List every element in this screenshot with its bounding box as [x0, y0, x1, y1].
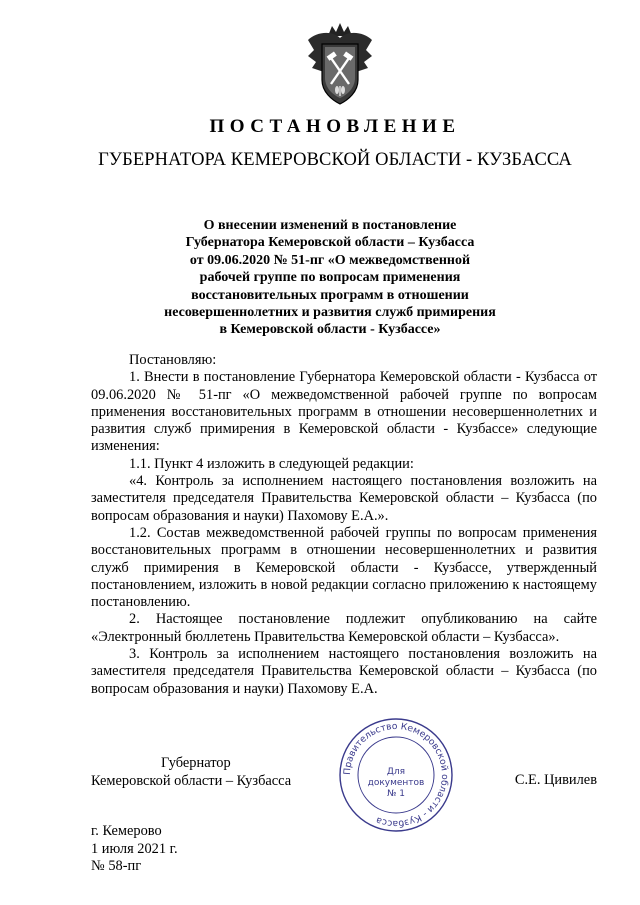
heading-line: от 09.06.2020 № 51-пг «О межведомственной [189, 252, 471, 268]
body-paragraph: 1. Внести в постановление Губернатора Кемеровской области - Кузбасса от 09.06.2020 № 51-пг «О межведомственной рабочей группе по вопросам применения восстановительных программ в отношении несовершеннолетних и развития служб примирения в Кемеровской области - Кузбассе» следующие изменения: [91, 369, 597, 455]
body-paragraph: «4. Контроль за исполнением настоящего постановления возложить на заместителя председателя Правительства Кемеровской области – Кузбасса (по вопросам образования и науки) Пахомову Е.А.». [91, 473, 597, 524]
document-heading [140, 217, 520, 339]
official-stamp [337, 716, 455, 834]
document-type-title: ПОСТАНОВЛЕНИЕ [209, 116, 461, 137]
heading-line: восстановительных программ в отношении [191, 287, 469, 303]
stamp-ring-textpath: Правительство Кемеровской области - Кузбасса [341, 720, 451, 830]
heading-line: Губернатора Кемеровской области – Кузбасса [185, 235, 475, 251]
heading-line: рабочей группе по вопросам применения [199, 270, 461, 286]
signatory-name: С.Е. Цивилев [514, 772, 597, 788]
heading-line: в Кемеровской области - Кузбассе» [219, 322, 441, 338]
document-number: № 58-пг [91, 858, 142, 874]
body-paragraph: 1.2. Состав межведомственной рабочей группы по вопросам применения восстановительных программ в отношении несовершеннолетних и развития служб примирения в Кемеровской области - Кузбассе, утвержденный постановлением, изложить в новой редакции согласно приложению к настоящему постановлению. [91, 524, 597, 611]
issue-place: г. Кемерово [91, 823, 162, 839]
heading-line: О внесении изменений в постановление [203, 218, 457, 233]
signatory-position-line2: Кемеровской области – Кузбасса [91, 773, 292, 789]
signatory-position-line1: Губернатор [161, 755, 231, 771]
heading-line: несовершеннолетних и развития служб примирения [164, 305, 496, 321]
stamp-line3: № 1 [387, 789, 405, 799]
stamp-line2: документов [367, 778, 425, 788]
issue-date: 1 июля 2021 г. [91, 840, 178, 857]
signatory-position [91, 754, 291, 790]
body-lead: Постановляю: [129, 352, 217, 368]
document-body [91, 352, 597, 698]
body-paragraph: 3. Контроль за исполнением настоящего постановления возложить на заместителя председателя Правительства Кемеровской области – Кузбасса (по вопросам образования и науки) Пахомову Е.А. [91, 646, 597, 697]
body-paragraph: 2. Настоящее постановление подлежит опубликованию на сайте «Электронный бюллетень Правительства Кемеровской области – Кузбасса». [91, 611, 597, 645]
stamp-line1: Для [386, 767, 406, 777]
coat-of-arms-emblem [304, 20, 376, 106]
body-paragraph: 1.1. Пункт 4 изложить в следующей редакции: [129, 455, 414, 472]
issuer-subtitle: ГУБЕРНАТОРА КЕМЕРОВСКОЙ ОБЛАСТИ - КУЗБАССА [98, 150, 572, 170]
document-footer [91, 823, 178, 876]
